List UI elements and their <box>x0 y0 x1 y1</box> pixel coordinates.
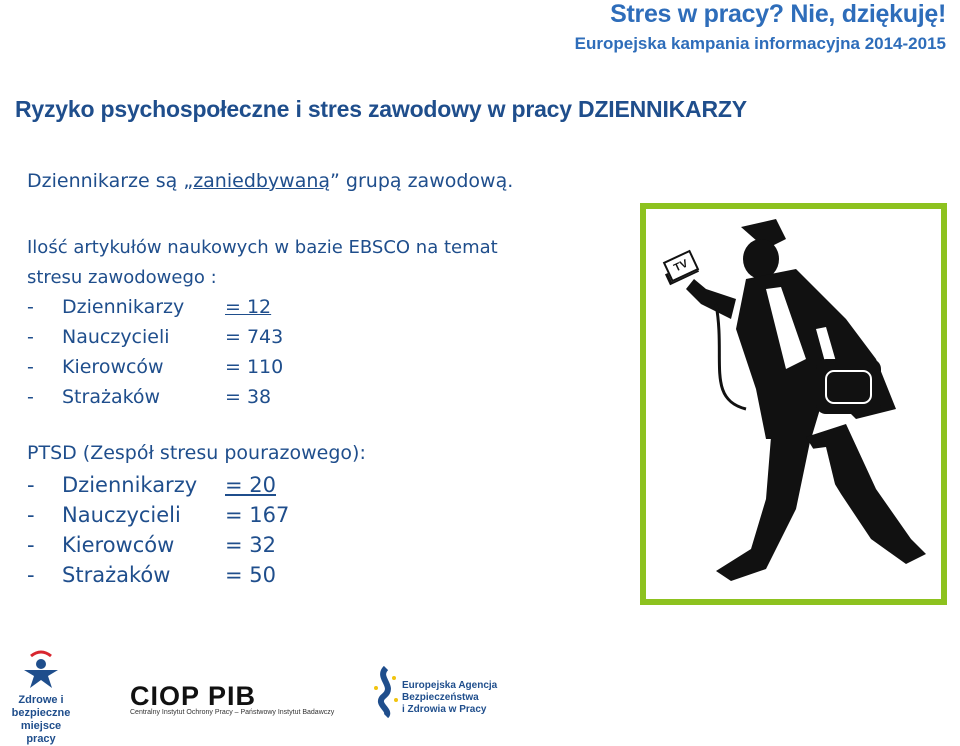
slide-title: Ryzyko psychospołeczne i stres zawodowy w pracy DZIENNIKARZY <box>15 96 747 122</box>
list-item: - Strażaków = 50 <box>27 563 276 587</box>
intro-quote-close: ” <box>330 170 340 192</box>
articles-line-1: Ilość artykułów naukowych w bazie EBSCO na temat <box>27 237 498 258</box>
list-item: - Dziennikarzy = 12 <box>27 296 272 318</box>
eu-osha-logo <box>370 666 402 722</box>
campaign-logo-icon <box>6 646 76 690</box>
list-item: - Kierowców = 110 <box>27 356 284 378</box>
articles-line-2: stresu zawodowego : <box>27 267 217 288</box>
ciop-subtitle: Centralny Instytut Ochrony Pracy – Państwowy Instytut Badawczy <box>130 709 335 716</box>
healthy-workplace-logo <box>6 646 76 746</box>
intro-emphasis: zaniedbywaną <box>193 170 331 192</box>
logo-line-1: Zdrowe i bezpieczne <box>11 694 71 719</box>
intro-text <box>27 170 513 192</box>
list-item: - Kierowców = 32 <box>27 533 276 557</box>
campaign-title: Stres w pracy? Nie, dziękuję! <box>610 0 946 28</box>
logo-line-2: miejsce pracy <box>20 720 62 745</box>
articles-list <box>27 292 283 412</box>
eu-osha-text <box>402 680 497 716</box>
ptsd-heading: PTSD (Zespół stresu pourazowego): <box>27 442 366 464</box>
eu-line-3: i Zdrowia w Pracy <box>402 704 487 715</box>
intro-after: grupą zawodową. <box>339 170 514 192</box>
tv-badge: TV <box>663 250 699 283</box>
articles-paragraph <box>27 233 498 293</box>
ciop-pib-logo: CIOP PIB <box>130 681 257 711</box>
ptsd-list <box>27 470 289 590</box>
list-item: - Nauczycieli = 743 <box>27 326 284 348</box>
intro-before: Dziennikarze są <box>27 170 184 192</box>
intro-quote-open: „ <box>183 170 194 192</box>
journalist-illustration-frame <box>640 203 947 605</box>
list-item: - Strażaków = 38 <box>27 386 272 408</box>
list-item: - Dziennikarzy = 20 <box>27 473 276 497</box>
eu-line-2: Bezpieczeństwa <box>402 692 479 703</box>
eu-line-1: Europejska Agencja <box>402 680 498 691</box>
list-item: - Nauczycieli = 167 <box>27 503 290 527</box>
eu-osha-emblem-icon <box>370 666 402 718</box>
campaign-subtitle: Europejska kampania informacyjna 2014-2015 <box>574 34 946 53</box>
